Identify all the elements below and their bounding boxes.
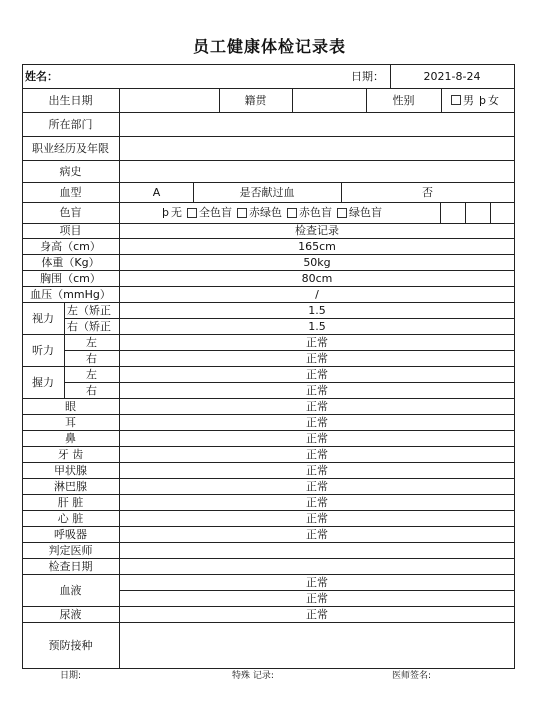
measure-label: 体重（Kg） bbox=[41, 255, 100, 269]
color-blind-option[interactable] bbox=[237, 207, 282, 218]
native-place-field[interactable] bbox=[292, 88, 366, 112]
organ-value[interactable]: 正常 bbox=[306, 495, 328, 509]
blood-test-label: 血液 bbox=[59, 583, 82, 597]
checkbox-empty-icon[interactable] bbox=[287, 208, 297, 218]
grip-left-label: 左 bbox=[86, 367, 97, 381]
organ-value[interactable]: 正常 bbox=[306, 415, 328, 429]
donated-blood-value[interactable]: 否 bbox=[422, 185, 433, 199]
organ-label: 眼 bbox=[65, 399, 76, 413]
native-place-label: 籍贯 bbox=[244, 93, 267, 107]
checkbox-empty-icon[interactable] bbox=[337, 208, 347, 218]
medical-history-label: 病史 bbox=[59, 164, 82, 178]
measure-value[interactable]: 165cm bbox=[298, 239, 336, 253]
color-blind-option[interactable] bbox=[337, 207, 382, 218]
organ-value[interactable]: 正常 bbox=[306, 479, 328, 493]
organ-label: 鼻 bbox=[65, 431, 76, 445]
organ-label: 心 脏 bbox=[57, 511, 84, 525]
organ-value[interactable]: 正常 bbox=[306, 463, 328, 477]
vision-left-label: 左（矫正 bbox=[67, 303, 111, 317]
blood-test-value-1[interactable]: 正常 bbox=[306, 575, 328, 589]
checkbox-empty-icon[interactable] bbox=[237, 208, 247, 218]
grip-left-value[interactable]: 正常 bbox=[306, 367, 328, 381]
color-blind-label: 色盲 bbox=[59, 206, 82, 219]
judging-doctor-label: 判定医师 bbox=[48, 543, 93, 557]
blood-test-value-2[interactable]: 正常 bbox=[306, 591, 328, 605]
color-blind-option-label: 全色盲 bbox=[198, 206, 232, 219]
grip-right-label: 右 bbox=[86, 383, 97, 397]
vision-right-value[interactable]: 1.5 bbox=[308, 319, 326, 333]
color-blind-option-label: 无 bbox=[170, 206, 182, 219]
name-label: 姓名： bbox=[25, 69, 58, 83]
color-blind-option[interactable] bbox=[187, 207, 232, 218]
footer-doctor-sign-label: 医师签名: bbox=[392, 671, 432, 681]
organ-value[interactable]: 正常 bbox=[306, 511, 328, 525]
organ-label: 牙 齿 bbox=[57, 447, 84, 461]
measure-value[interactable]: / bbox=[315, 287, 319, 301]
color-blind-options bbox=[120, 202, 440, 223]
measure-label: 胸围（cm） bbox=[40, 271, 101, 285]
page-title: 员工健康体检记录表 bbox=[192, 37, 346, 56]
donated-blood-label: 是否献过血 bbox=[239, 185, 295, 199]
hearing-left-value[interactable]: 正常 bbox=[306, 335, 328, 349]
checkbox-empty-icon[interactable] bbox=[187, 208, 197, 218]
blood-type-value[interactable]: A bbox=[152, 185, 161, 199]
color-blind-option-label: 赤绿色 bbox=[248, 206, 282, 219]
date-label: 日期： bbox=[351, 69, 384, 83]
measure-value[interactable]: 80cm bbox=[301, 271, 333, 285]
organ-value[interactable]: 正常 bbox=[306, 527, 328, 541]
grip-right-value[interactable]: 正常 bbox=[306, 383, 328, 397]
vision-right-label: 右（矫正 bbox=[67, 319, 111, 333]
department-label: 所在部门 bbox=[48, 117, 93, 131]
color-blind-option[interactable] bbox=[162, 207, 182, 218]
checkmark-icon[interactable]: þ bbox=[479, 93, 486, 107]
vision-label: 视力 bbox=[32, 311, 54, 325]
color-blind-option[interactable] bbox=[287, 207, 332, 218]
check-date-label: 检查日期 bbox=[48, 559, 93, 573]
footer-special-label: 特殊 记录: bbox=[232, 671, 274, 681]
organ-label: 甲状腺 bbox=[54, 463, 87, 477]
gender-options bbox=[441, 88, 514, 112]
blood-type-label: 血型 bbox=[59, 185, 82, 199]
organ-label: 淋巴腺 bbox=[54, 479, 87, 493]
color-blind-option-label: 绿色盲 bbox=[348, 206, 382, 219]
vision-left-value[interactable]: 1.5 bbox=[308, 303, 326, 317]
gender-label: 性别 bbox=[392, 93, 415, 107]
grip-label: 握力 bbox=[32, 375, 54, 389]
organ-label: 呼吸器 bbox=[54, 527, 87, 541]
checkmark-icon[interactable]: þ bbox=[162, 206, 169, 219]
record-header: 检查记录 bbox=[295, 224, 339, 237]
career-label: 职业经历及年限 bbox=[32, 141, 109, 155]
footer-date-label: 日期: bbox=[60, 671, 82, 681]
date-value[interactable]: 2021-8-24 bbox=[423, 69, 481, 83]
organ-label: 肝 脏 bbox=[57, 495, 84, 509]
measure-label: 身高（cm） bbox=[40, 239, 101, 253]
hearing-right-value[interactable]: 正常 bbox=[306, 351, 328, 365]
hearing-right-label: 右 bbox=[86, 351, 97, 365]
organ-value[interactable]: 正常 bbox=[306, 447, 328, 461]
urine-test-label: 尿液 bbox=[59, 607, 82, 621]
organ-value[interactable]: 正常 bbox=[306, 431, 328, 445]
measure-value[interactable]: 50kg bbox=[303, 255, 331, 269]
urine-test-value[interactable]: 正常 bbox=[306, 607, 328, 621]
hearing-label: 听力 bbox=[32, 343, 54, 357]
birth-date-label: 出生日期 bbox=[48, 93, 93, 107]
organ-label: 耳 bbox=[65, 415, 76, 429]
birth-date-field[interactable] bbox=[120, 88, 219, 112]
checkbox-empty-icon[interactable] bbox=[451, 95, 461, 105]
gender-female-option[interactable] bbox=[479, 95, 499, 106]
hearing-left-label: 左 bbox=[86, 335, 97, 349]
vaccination-field[interactable] bbox=[120, 622, 514, 668]
gender-male-option[interactable] bbox=[451, 95, 474, 106]
organ-value[interactable]: 正常 bbox=[306, 399, 328, 413]
item-header: 项目 bbox=[59, 224, 82, 237]
gender-male-label: 男 bbox=[463, 93, 474, 107]
gender-female-label: 女 bbox=[487, 93, 499, 107]
color-blind-option-label: 赤色盲 bbox=[298, 206, 332, 219]
measure-label: 血压（mmHg） bbox=[30, 287, 111, 301]
vaccination-label: 预防接种 bbox=[48, 638, 93, 652]
